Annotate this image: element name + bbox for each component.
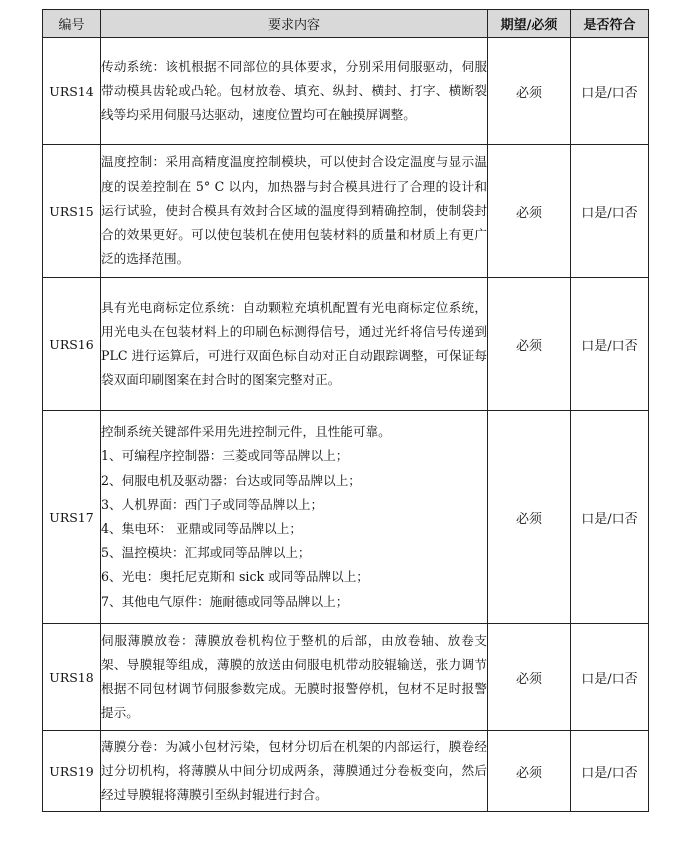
- table-row: [43, 411, 649, 624]
- list-item: 6、光电：奥托尼克斯和 sick 或同等品牌以上；: [101, 569, 369, 585]
- row-requirement: 必须: [488, 624, 571, 731]
- header-requirement: 期望/必须: [488, 10, 571, 38]
- row-requirement: 必须: [488, 278, 571, 411]
- row-requirement: 必须: [488, 411, 571, 624]
- row-id: URS15: [43, 145, 101, 278]
- list-item: 1、可编程序控制器：三菱或同等品牌以上；: [101, 448, 349, 464]
- row-compliance-checkbox[interactable]: 口是/口否: [571, 145, 649, 278]
- table-row: [43, 278, 649, 411]
- header-compliance: 是否符合: [571, 10, 649, 38]
- header-id: 编号: [43, 10, 101, 38]
- header-content: 要求内容: [101, 10, 488, 38]
- row-compliance-checkbox[interactable]: 口是/口否: [571, 731, 649, 812]
- row-content-list: [101, 411, 488, 624]
- row-id: URS14: [43, 38, 101, 145]
- row-requirement: 必须: [488, 38, 571, 145]
- row-content: 温度控制：采用高精度温度控制模块，可以使封合设定温度与显示温度的误差控制在 5° C 以内，加热器与封合模具进行了合理的设计和运行试验，使封合模具有效封合区域的温度得到精确控制，使制袋封合的效果更好。可以使包装机在使用包装材料的质量和材质上有更广泛的选择范围。: [101, 145, 488, 278]
- row-content: 传动系统：该机根据不同部位的具体要求，分别采用伺服驱动，伺服带动模具齿轮或凸轮。包材放卷、填充、纵封、横封、打字、横断裂线等均采用伺服马达驱动，速度位置均可在触摸屏调整。: [101, 38, 488, 145]
- table-row: [43, 731, 649, 812]
- table-row: [43, 624, 649, 731]
- list-item: 7、其他电气原件：施耐德或同等品牌以上；: [101, 593, 349, 609]
- row-content: 薄膜分卷：为减小包材污染，包材分切后在机架的内部运行，膜卷经过分切机构，将薄膜从中间分切成两条，薄膜通过分卷板变向，然后经过导膜辊将薄膜引至纵封辊进行封合。: [101, 731, 488, 812]
- row-requirement: 必须: [488, 145, 571, 278]
- requirements-sheet: [42, 9, 648, 812]
- row-id: URS17: [43, 411, 101, 624]
- row-compliance-checkbox[interactable]: 口是/口否: [571, 278, 649, 411]
- list-item: 2、伺服电机及驱动器：台达或同等品牌以上；: [101, 472, 361, 488]
- table-row: [43, 38, 649, 145]
- row-compliance-checkbox[interactable]: 口是/口否: [571, 411, 649, 624]
- table-header-row: [43, 10, 649, 38]
- list-item: 3、人机界面：西门子或同等品牌以上；: [101, 496, 324, 512]
- row-compliance-checkbox[interactable]: 口是/口否: [571, 38, 649, 145]
- list-item: 控制系统关键部件采用先进控制元件，且性能可靠。: [101, 424, 391, 440]
- table-row: [43, 145, 649, 278]
- row-content: 伺服薄膜放卷：薄膜放卷机构位于整机的后部，由放卷轴、放卷支架、导膜辊等组成，薄膜的放送由伺服电机带动胶辊输送，张力调节根据不同包材调节伺服参数完成。无膜时报警停机，包材不足时报警提示。: [101, 624, 488, 731]
- row-id: URS19: [43, 731, 101, 812]
- row-compliance-checkbox[interactable]: 口是/口否: [571, 624, 649, 731]
- list-item: 4、集电环： 亚鼎或同等品牌以上；: [101, 521, 302, 536]
- requirements-table: [42, 9, 649, 812]
- list-item: 5、温控模块：汇邦或同等品牌以上；: [101, 545, 311, 561]
- row-requirement: 必须: [488, 731, 571, 812]
- row-content: 具有光电商标定位系统：自动颗粒充填机配置有光电商标定位系统，用光电头在包装材料上的印刷色标测得信号，通过光纤将信号传递到 PLC 进行运算后，可进行双面色标自动对正自动跟踪调整，可保证每袋双面印刷图案在封合时的图案完整对正。: [101, 278, 488, 411]
- row-id: URS18: [43, 624, 101, 731]
- row-id: URS16: [43, 278, 101, 411]
